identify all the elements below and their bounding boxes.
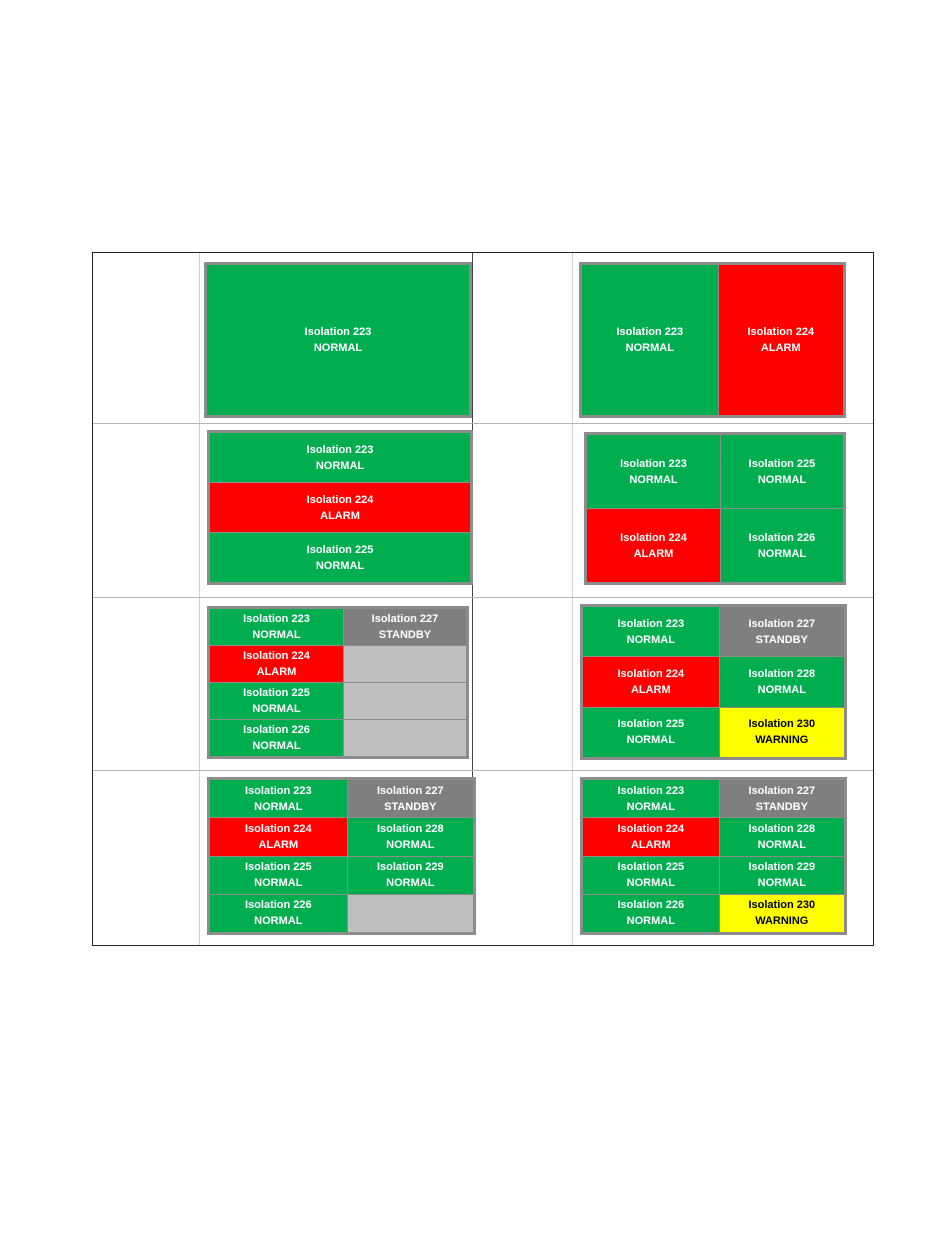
zone-tile-isolation-225[interactable]: [583, 857, 719, 894]
zone-tile-isolation-226[interactable]: [210, 895, 347, 932]
zone-status: NORMAL: [757, 473, 807, 486]
zone-name: Isolation 230: [748, 718, 816, 731]
zone-tile-isolation-227[interactable]: [344, 609, 466, 645]
zone-name: Isolation 227: [371, 613, 439, 625]
zone-status: NORMAL: [386, 838, 435, 851]
zone-name: Isolation 223: [245, 784, 312, 797]
zone-status: NORMAL: [252, 740, 301, 752]
zone-tile-isolation-223[interactable]: [210, 780, 347, 817]
layout-panel-3-zone: [207, 430, 473, 585]
zone-name: Isolation 228: [748, 667, 816, 680]
zone-tile-isolation-223[interactable]: [582, 265, 718, 415]
zone-tile-isolation-227[interactable]: [720, 780, 844, 817]
zone-status: NORMAL: [315, 459, 365, 472]
zone-status: NORMAL: [252, 629, 301, 641]
zone-tile-isolation-228[interactable]: [348, 818, 473, 855]
zone-status: NORMAL: [254, 915, 303, 928]
zone-status: NORMAL: [757, 547, 807, 560]
zone-tile-empty[interactable]: [344, 683, 466, 719]
zone-name: Isolation 225: [245, 861, 312, 874]
zone-name: Isolation 225: [748, 457, 816, 470]
zone-status: STANDBY: [378, 629, 432, 641]
zone-tile-isolation-225[interactable]: [210, 533, 470, 582]
zone-tile-isolation-224[interactable]: [587, 509, 720, 582]
zone-status: NORMAL: [626, 915, 675, 928]
zone-status: NORMAL: [626, 734, 675, 747]
zone-name: Isolation 229: [748, 861, 816, 874]
zone-tile-isolation-224[interactable]: [210, 483, 470, 532]
zone-status: NORMAL: [313, 342, 363, 354]
zone-tile-isolation-223[interactable]: [583, 607, 719, 656]
zone-status: STANDBY: [384, 800, 437, 813]
zone-tile-isolation-229[interactable]: [348, 857, 473, 894]
zone-status: STANDBY: [755, 633, 808, 646]
zone-tile-isolation-226[interactable]: [583, 895, 719, 932]
zone-name: Isolation 225: [306, 543, 374, 556]
zone-tile-isolation-227[interactable]: [720, 607, 844, 656]
row-divider: [93, 770, 873, 771]
row-divider: [93, 423, 873, 424]
layout-panel-8-zone: [580, 777, 847, 935]
zone-status: NORMAL: [254, 800, 303, 813]
zone-name: Isolation 223: [617, 784, 685, 797]
zone-tile-isolation-224[interactable]: [583, 818, 719, 855]
zone-tile-isolation-223[interactable]: [210, 609, 343, 645]
zone-name: Isolation 226: [243, 724, 310, 736]
layout-panel-4-zone: [584, 432, 846, 585]
zone-name: Isolation 227: [748, 617, 816, 630]
zone-tile-empty[interactable]: [344, 646, 466, 682]
zone-status: NORMAL: [757, 838, 806, 851]
zone-status: ALARM: [630, 838, 671, 851]
zone-name: Isolation 223: [616, 326, 684, 338]
zone-tile-isolation-225[interactable]: [210, 683, 343, 719]
layout-panel-6-zone: [580, 604, 847, 760]
zone-name: Isolation 223: [306, 443, 374, 456]
zone-name: Isolation 225: [243, 687, 310, 699]
zone-status: NORMAL: [757, 683, 806, 696]
zone-tile-isolation-224[interactable]: [210, 818, 347, 855]
zone-tile-isolation-224[interactable]: [583, 657, 719, 706]
row-divider: [93, 597, 873, 598]
layout-panel-1-zone: [204, 262, 472, 418]
zone-name: Isolation 230: [748, 899, 816, 912]
zone-name: Isolation 228: [748, 822, 816, 835]
zone-name: Isolation 223: [617, 617, 685, 630]
zone-status: NORMAL: [252, 703, 301, 715]
zone-tile-isolation-223[interactable]: [210, 433, 470, 482]
zone-name: Isolation 228: [376, 822, 444, 835]
zone-tile-isolation-223[interactable]: [207, 265, 469, 415]
zone-status: ALARM: [633, 547, 674, 560]
zone-tile-isolation-223[interactable]: [583, 780, 719, 817]
zone-status: WARNING: [755, 915, 809, 928]
zone-tile-isolation-230[interactable]: [720, 708, 844, 757]
zone-tile-isolation-225[interactable]: [721, 435, 843, 508]
zone-name: Isolation 226: [748, 531, 816, 544]
zone-status: ALARM: [256, 666, 297, 678]
zone-status: STANDBY: [755, 800, 808, 813]
column-divider: [199, 253, 200, 945]
zone-name: Isolation 226: [617, 899, 685, 912]
zone-status: NORMAL: [626, 877, 675, 890]
zone-tile-isolation-227[interactable]: [348, 780, 473, 817]
zone-name: Isolation 223: [620, 457, 687, 470]
zone-tile-empty[interactable]: [344, 720, 466, 756]
zone-name: Isolation 224: [617, 822, 685, 835]
zone-status: ALARM: [630, 683, 671, 696]
zone-status: ALARM: [258, 838, 299, 851]
zone-status: NORMAL: [629, 473, 678, 486]
layout-panel-2-zone: [579, 262, 846, 418]
zone-status: NORMAL: [625, 342, 674, 354]
zone-name: Isolation 227: [748, 784, 816, 797]
zone-status: NORMAL: [386, 877, 435, 890]
zone-tile-isolation-229[interactable]: [720, 857, 844, 894]
zone-name: Isolation 224: [245, 822, 312, 835]
zone-name: Isolation 223: [243, 613, 310, 625]
zone-status: NORMAL: [757, 877, 806, 890]
zone-name: Isolation 224: [617, 667, 685, 680]
zone-name: Isolation 224: [620, 531, 687, 544]
zone-tile-empty[interactable]: [348, 895, 473, 932]
zone-status: NORMAL: [254, 877, 303, 890]
column-divider: [572, 253, 573, 945]
zone-tile-isolation-228[interactable]: [720, 657, 844, 706]
zone-status: NORMAL: [315, 559, 365, 572]
zone-name: Isolation 225: [617, 861, 685, 874]
zone-tile-isolation-223[interactable]: [587, 435, 720, 508]
zone-name: Isolation 224: [306, 493, 374, 506]
zone-name: Isolation 226: [245, 899, 312, 912]
zone-name: Isolation 229: [376, 861, 444, 874]
layout-table: [92, 252, 874, 946]
layout-panel-7-zone: [207, 777, 476, 935]
zone-name: Isolation 224: [747, 326, 815, 338]
zone-status: NORMAL: [626, 800, 675, 813]
zone-name: Isolation 225: [617, 718, 685, 731]
zone-tile-isolation-225[interactable]: [210, 857, 347, 894]
zone-status: WARNING: [755, 734, 809, 747]
zone-tile-isolation-230[interactable]: [720, 895, 844, 932]
layout-panel-5-zone: [207, 606, 469, 759]
zone-tile-isolation-228[interactable]: [720, 818, 844, 855]
zone-status: NORMAL: [626, 633, 675, 646]
zone-tile-isolation-226[interactable]: [721, 509, 843, 582]
zone-name: Isolation 227: [376, 784, 444, 797]
zone-tile-isolation-226[interactable]: [210, 720, 343, 756]
zone-name: Isolation 224: [243, 650, 310, 662]
zone-status: ALARM: [320, 509, 360, 522]
zone-status: ALARM: [760, 342, 801, 354]
zone-tile-isolation-224[interactable]: [719, 265, 843, 415]
zone-tile-isolation-224[interactable]: [210, 646, 343, 682]
zone-name: Isolation 223: [304, 326, 372, 338]
zone-tile-isolation-225[interactable]: [583, 708, 719, 757]
